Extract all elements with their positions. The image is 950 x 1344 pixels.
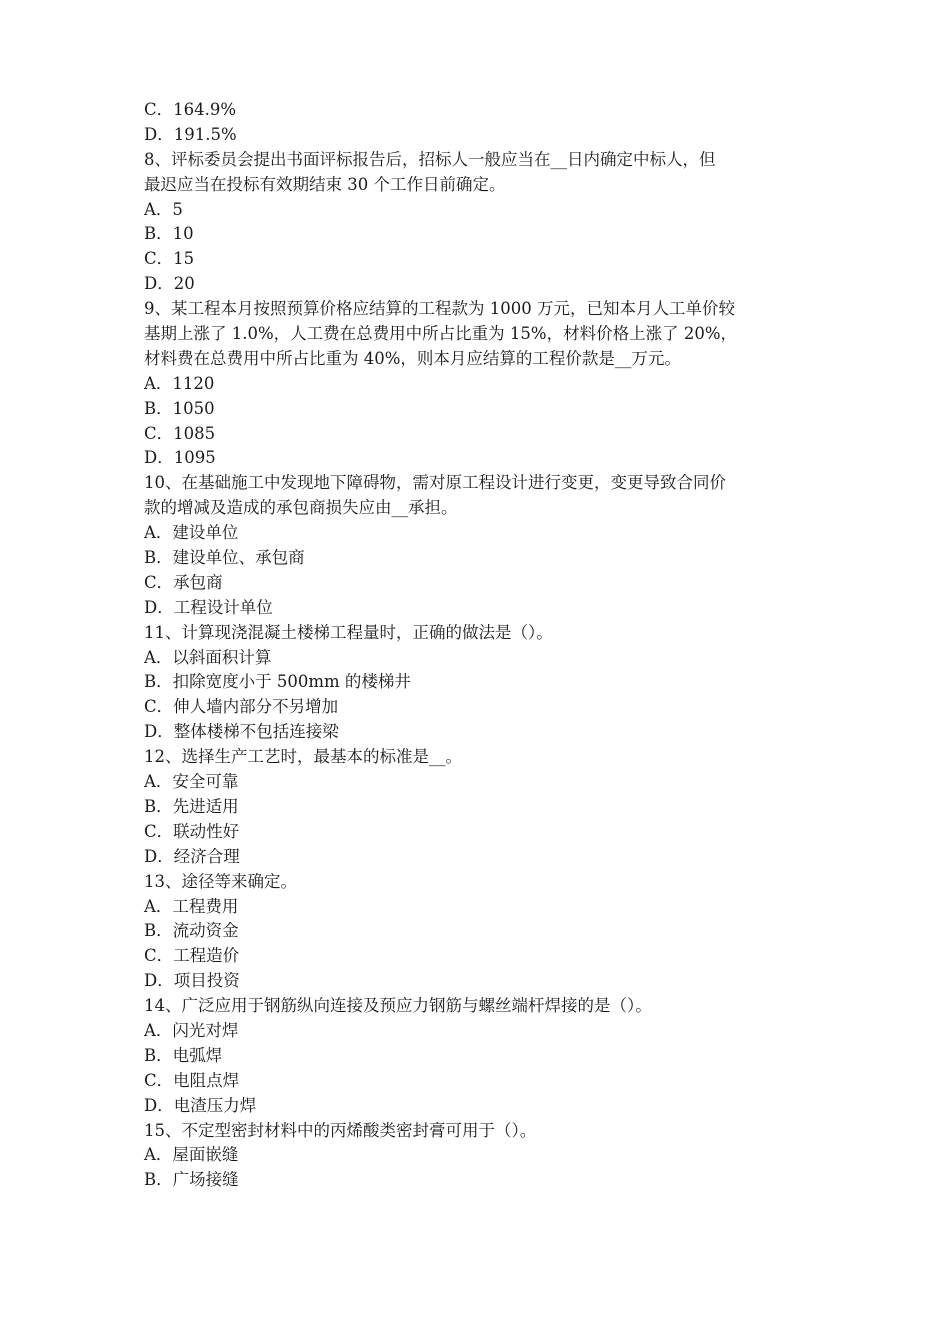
question-line: 10、在基础施工中发现地下障碍物，需对原工程设计进行变更，变更导致合同价 xyxy=(144,473,726,493)
option-line: A．安全可靠 xyxy=(144,772,239,792)
question-line: 12、选择生产工艺时，最基本的标准是__。 xyxy=(144,747,462,767)
option-line: B．10 xyxy=(144,224,194,244)
option-line: D．191.5% xyxy=(144,124,237,144)
question-line: 基期上涨了 1.0%，人工费在总费用中所占比重为 15%，材料价格上涨了 20%， xyxy=(144,324,738,344)
option-line: D．电渣压力焊 xyxy=(144,1095,257,1115)
option-line: D．1095 xyxy=(144,448,216,468)
option-line: C．1085 xyxy=(144,423,216,443)
option-line: C．工程造价 xyxy=(144,946,240,966)
option-line: A．建设单位 xyxy=(144,523,239,543)
option-line: A．工程费用 xyxy=(144,896,239,916)
option-line: B．建设单位、承包商 xyxy=(144,548,305,568)
question-line: 8、评标委员会提出书面评标报告后，招标人一般应当在__日内确定中标人，但 xyxy=(144,149,716,169)
question-line: 11、计算现浇混凝土楼梯工程量时，正确的做法是（）。 xyxy=(144,622,553,642)
option-line: C．联动性好 xyxy=(144,821,240,841)
option-line: D．项目投资 xyxy=(144,971,240,991)
option-line: C．伸人墙内部分不另增加 xyxy=(144,697,339,717)
option-line: A．屋面嵌缝 xyxy=(144,1145,239,1165)
option-line: B．1050 xyxy=(144,398,215,418)
question-line: 14、广泛应用于钢筋纵向连接及预应力钢筋与螺丝端杆焊接的是（）。 xyxy=(144,996,652,1016)
option-line: D．20 xyxy=(144,274,195,294)
option-line: C．164.9% xyxy=(144,100,237,119)
option-line: C．电阻点焊 xyxy=(144,1070,240,1090)
question-line: 材料费在总费用中所占比重为 40%，则本月应结算的工程价款是__万元。 xyxy=(144,348,681,368)
option-line: B．广场接缝 xyxy=(144,1170,239,1190)
option-line: C．承包商 xyxy=(144,572,223,592)
option-line: D．工程设计单位 xyxy=(144,597,273,617)
option-line: B．先进适用 xyxy=(144,796,239,816)
document-body xyxy=(144,98,814,1193)
option-line: B．扣除宽度小于 500mm 的楼梯井 xyxy=(144,672,411,692)
option-line: A．以斜面积计算 xyxy=(144,647,272,667)
question-line: 最迟应当在投标有效期结束 30 个工作日前确定。 xyxy=(144,174,506,194)
option-line: A．5 xyxy=(144,199,183,219)
option-line: D．经济合理 xyxy=(144,846,240,866)
option-line: B．流动资金 xyxy=(144,921,239,941)
option-line: B．电弧焊 xyxy=(144,1045,223,1065)
option-line: D．整体楼梯不包括连接梁 xyxy=(144,722,339,742)
question-line: 9、某工程本月按照预算价格应结算的工程款为 1000 万元，已知本月人工单价较 xyxy=(144,299,735,319)
question-line: 款的增减及造成的承包商损失应由__承担。 xyxy=(144,498,458,518)
question-line: 15、不定型密封材料中的丙烯酸类密封膏可用于（）。 xyxy=(144,1120,537,1140)
option-line: C．15 xyxy=(144,249,195,269)
option-line: A．闪光对焊 xyxy=(144,1020,239,1040)
question-line: 13、途径等来确定。 xyxy=(144,871,297,891)
option-line: A．1120 xyxy=(144,373,215,393)
